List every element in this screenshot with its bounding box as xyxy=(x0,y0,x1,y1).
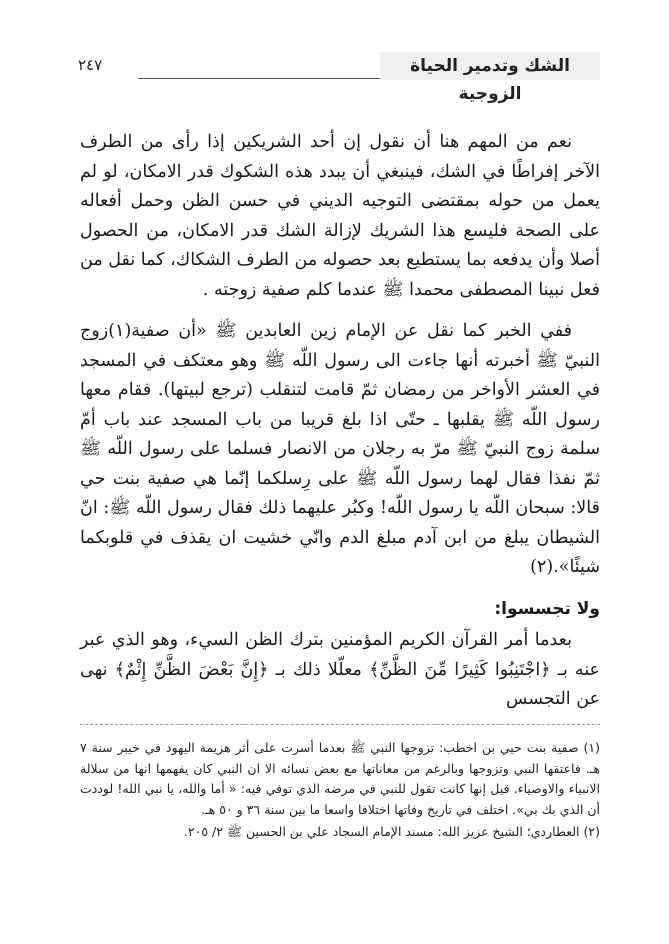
header-rule xyxy=(138,78,380,79)
main-text xyxy=(80,128,600,715)
paragraph: ففي الخبر كما نقل عن الإمام زين العابدين ﷺ «أن صفية(١)زوج النبيّ ﷺ أخبرته أنها جاءت الى رسول اللّه ﷺ وهو معتكف في المسجد في العشر الأواخر من رمضان ثمّ قامت لتنقلب (ترجع لبيتها). فقام معها رسول اللّه ﷺ يقلبها ـ حتّى اذا بلغ قريبا من باب المسجد عند باب أمّ سلمة زوج النبيّ ﷺ مرّ به رجلان من الانصار فسلما على رسول اللّه ﷺ ثمّ نفذا فقال لهما رسول اللّه ﷺ على رِسلكما إنّما هي صفية بنت حي قالا: سبحان اللّه يا رسول اللّه! وكبُر عليهما ذلك فقال رسول اللّه ﷺ: انّ الشيطان يبلغ من ابن آدم مبلغ الدم وانّي خشيت ان يقذف في قلوبكما شيئًا».(٢) xyxy=(80,321,600,577)
footnote: (١) صفية بنت حيي بن اخطب: تزوجها النبي ﷺ بعدما أسرت على أثر هزيمة اليهود في خيبر سنة ٧ هـ. فاعتقها النبي وتزوجها وبالرغم من معاناتها مع بعض نسائه الا ان النبي كان يفهمها انها من سلالة الانبياء والاوصياء. قيل إنها كانت تقول للنبي في مرضه الذي توفي فيه: « أما والله، يا نبي الله! لوددت أن الذي بك بي». اختلف في تاريخ وفاتها اختلافا واسعا ما بين سنة ٣٦ و ٥٠ هـ. xyxy=(80,740,600,817)
paragraph: بعدما أمر القرآن الكريم المؤمنين بترك الظن السيء، وهو الذي عبر عنه بـ ﴿اجْتَنِبُوا كَثِيرًا مِّنَ الظَّنِّ﴾ معلّلا ذلك بـ ﴿إِنَّ بَعْضَ الظَّنِّ إِثْمٌ﴾ نهى عن التجسس xyxy=(80,630,600,709)
page-number: ٢٤٧ xyxy=(78,56,103,74)
footnote-separator xyxy=(80,724,600,725)
footnotes xyxy=(80,738,600,845)
paragraph-gap xyxy=(80,305,600,317)
footnote: (٢) العطاردي؛ الشيخ عزيز الله: مسند الإمام السجاد علي بن الحسين ﷺ ٢/ ٢٠٥. xyxy=(183,824,600,839)
page-header xyxy=(78,52,600,104)
running-title: الشك وتدمير الحياة الزوجية xyxy=(380,52,600,80)
paragraph: نعم من المهم هنا أن نقول إن أحد الشريكين إذا رأى من الطرف الآخر إفراطًا في الشك، فينبغي أن يبدد هذه الشكوك قدر الامكان، لو لم يعمل من حوله بمقتضى التوجيه الديني في حسن الظن وحمل أفعاله على الصحة فليسع هذا الشريك لإزالة الشك قدر الامكان، من الحصول أصلا وأن يدفعه بما يستطيع بعد حصوله من الطرف الشكاك، كما نقل من فعل نبينا المصطفى محمدا ﷺ عندما كلم صفية زوجته . xyxy=(80,132,600,300)
section-heading: ولا تجسسوا: xyxy=(494,598,600,619)
